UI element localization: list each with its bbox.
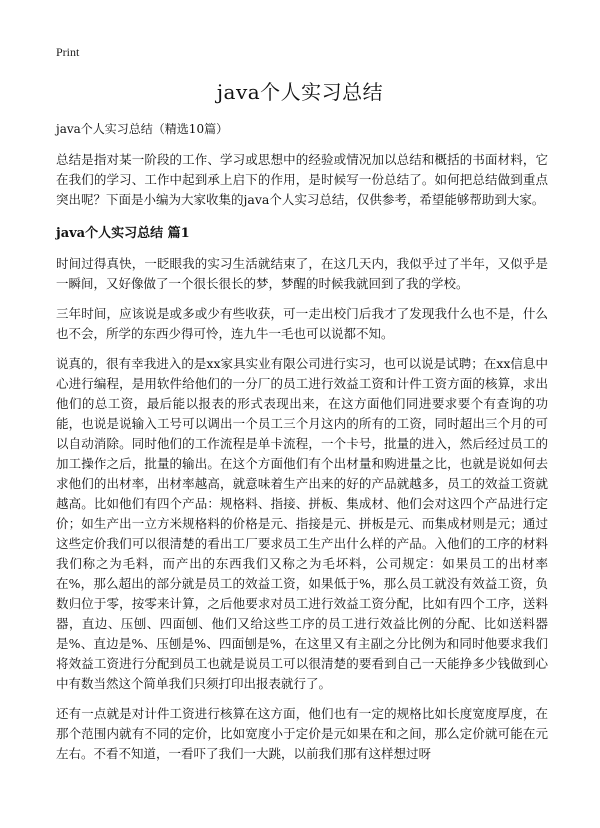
- body-paragraph-3: 说真的，很有幸我进入的是xx家具实业有限公司进行实习，也可以说是试聘；在xx信息中心进行编程，是用软件给他们的一分厂的员工进行效益工资和计件工资方面的核算，求出他们的总工资，最后能以报表的形式表现出来，在这方面他们同进要求要个有查询的功能，也说是说输入工号可以调出一个员工三个月这内的所有的工资，同时超出三个月的可以自动消除。同时他们的工作流程是单卡流程，一个卡号，批量的进入，然后经过员工的加工操作之后，批量的输出。在这个方面他们有个出材量和购进量之比，也就是说如何去求他们的出材率，出材率越高，就意味着生产出来的好的产品就越多，员工的效益工资就越高。比如他们有四个产品：规格料、指接、拼板、集成材、他们会对这四个产品进行定价；如生产出一立方米规格料的价格是元、指接是元、拼板是元、而集成材则是元；通过这些定价我们可以很清楚的看出工厂要求员工生产出什么样的产品。入他们的工序的材料我们称之为毛料，而产出的东西我们又称之为毛坏料，公司规定：如果员工的出材率在%，那么超出的部分就是员工的效益工资，如果低于%，那么员工就没有效益工资，负数归位于零，按零来计算，之后他要求对员工进行效益工资分配，比如有四个工序，送料器，直边、压刨、四面刨、他们又给这些工序的员工进行效益比例的分配、比如送料器是%、直边是%、压刨是%、四面刨是%，在这里又有主副之分比例为和同时他要求我们将效益工资进行分配到员工也就是说员工可以很清楚的要看到自己一天能挣多少钱做到心中有数当然这个简单我们只须打印出报表就行了。: [56, 356, 548, 691]
- body-paragraph-2: 三年时间，应该说是或多或少有些收获，可一走出校门后我才了发现我什么也不是，什么也不会，所学的东西少得可怜，连九牛一毛也可以说都不知。: [56, 306, 548, 341]
- document-body: [56, 120, 548, 774]
- body-paragraph-4: 还有一点就是对计件工资进行核算在这方面，他们也有一定的规格比如长度宽度厚度，在那个范围内就有不同的定价，比如宽度小于定价是元如果在和之间，那么定价就可能在元左右。不看不知道，一看吓了我们一大跳，以前我们那有这样想过呀: [56, 706, 548, 761]
- intro-paragraph: 总结是指对某一阶段的工作、学习或思想中的经验或情况加以总结和概括的书面材料，它在我们的学习、工作中起到承上启下的作用，是时候写一份总结了。如何把总结做到重点突出呢？下面是小编为大家收集的java个人实习总结，仅供参考，希望能够帮助到大家。: [56, 152, 548, 207]
- document-title: java个人实习总结: [216, 80, 384, 104]
- document-subtitle: java个人实习总结（精选10篇）: [56, 122, 229, 136]
- print-link[interactable]: Print: [56, 45, 80, 59]
- section-heading: java个人实习总结 篇1: [56, 226, 190, 241]
- body-paragraph-1: 时间过得真快，一眨眼我的实习生活就结束了，在这几天内，我似乎过了半年，又似乎是一瞬间，又好像做了一个很长很长的梦，梦醒的时候我就回到了我的学校。: [56, 256, 548, 291]
